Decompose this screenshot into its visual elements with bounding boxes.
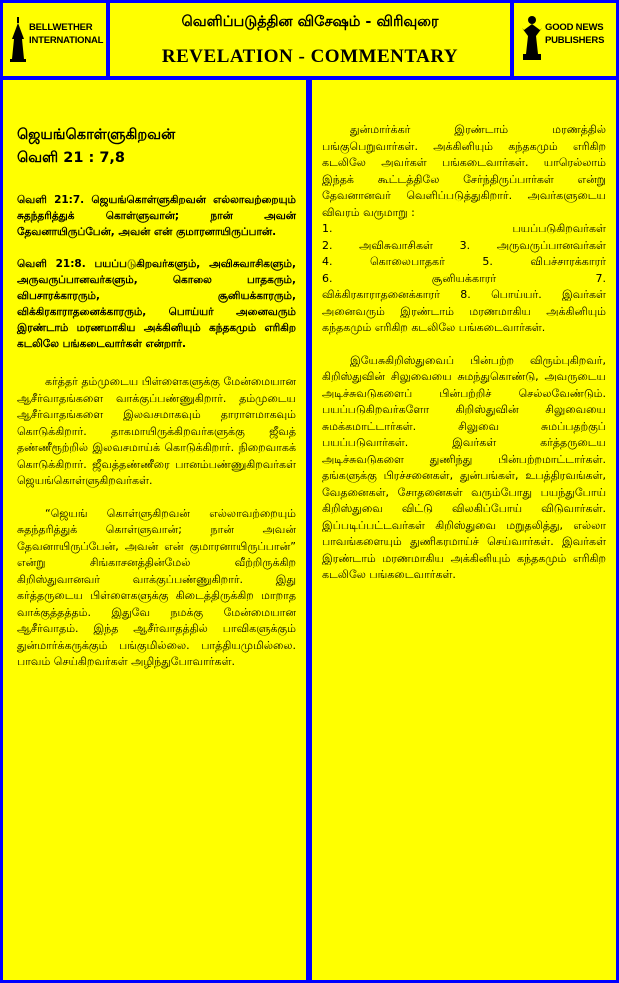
logo-left-line2: INTERNATIONAL (29, 35, 104, 46)
verse-7: வெளி 21:7. ஜெயங்கொள்ளுகிறவன் எல்லாவற்றையும் சுதந்தரித்துக் கொள்ளுவான்; நான் அவன் தேவனாயிருப்பேன், அவன் என் குமாரனாயிருப்பான். (17, 194, 296, 238)
commentary-paragraph-1: கர்த்தர் தம்முடைய பிள்ளைகளுக்கு மேன்மையான ஆசீர்வாதங்களை வாக்குப்பண்ணுகிறார். தம்முடைய ஆசீர்வாதங்களை இலவசமாகவும் தாராளமாகவும் கொடுக்கிறார். தாகமாயிருக்கிறவர்களுக்கு ஜீவத் தண்ணீரூற்றில் இலவசமாய்க் கொடுக்கிறார். நிறைவாகக் கொடுக்கிறார். ஜீவத்தண்ணீரை பானம்பண்ணுகிறவர்கள் ஜெயங்கொள்ளுகிறவர்கள். (17, 375, 296, 487)
logo-right-line2: PUBLISHERS (545, 35, 605, 46)
list-item: 4. கொலைபாதகர் 5. விபச்சாரக்காரர் (322, 255, 606, 268)
title-tamil: வெளிப்படுத்தின விசேஷம் - விரிவுரை (181, 14, 439, 30)
paragraph-3-end: விக்கிரகாராதனைக்காரர் 8. பொய்யர். இவர்கள் அனைவரும் இரண்டாம் மரணமாகிய அக்கினியும் கந்தகமும் எரிகிற கடலிலே பங்கடைவார்கள். (322, 288, 606, 334)
heading-title: ஜெயங்கொள்ளுகிறவன் (17, 127, 176, 143)
logo-right-line1: GOOD NEWS (545, 22, 604, 33)
good-news-angel-icon (520, 14, 544, 64)
bellwether-logo (3, 3, 106, 76)
left-column (3, 80, 306, 980)
title-box (110, 3, 510, 76)
commentary-paragraph-4: இயேசுகிறிஸ்துவைப் பின்பற்ற விரும்புகிறவர், கிறிஸ்துவின் சிலுவையை சுமந்துகொண்டு, அவருடைய அடிச்சுவடுகளைப் பின்பற்றிச் செல்லவேண்டும். பயப்படுகிறவர்களோ கிறிஸ்துவின் சிலுவையை சுமக்கமாட்டார்கள். சிலுவை சுமப்பதற்குப் பயப்படுவார்கள். இவர்கள் கர்த்தருடைய அடிச்சுவடுகளை துணிந்து பின்பற்றமாட்டார்கள். தங்களுக்கு பிரச்சனைகள், துன்பங்கள், உபத்திரவங்கள், வேதனைகள், சோதனைகள் வரும்போது பயந்துபோய் கிறிஸ்துவை விட்டு விலகிப்போய் விடுவார்கள். இப்படிப்பட்டவர்கள் கிறிஸ்துவை மறுதலித்து, எல்லா பாவங்களையும் துணிகரமாய்ச் செய்வார்கள். இவர்கள் இரண்டாம் மரணமாகிய அக்கினியும் கந்தகமும் எரிகிற கடலிலே பங்கடைவார்கள். (322, 353, 606, 581)
verse-8: வெளி 21:8. பயப்படுகிறவர்களும், அவிசுவாசிகளும், அருவருப்பானவர்களும், கொலை பாதகரும், விபசாரக்காரரும், சூனியக்காரரும், விக்கிரகாராதனைக்காரரும், பொய்யர் அனைவரும் இரண்டாம் மரணமாகிய அக்கினியும் கந்தகமும் எரிகிற கடலிலே பங்கடைவார்கள் என்றார். (17, 258, 296, 350)
commentary-paragraph-3 (322, 122, 606, 337)
commentary-paragraph-2: “ஜெயங் கொள்ளுகிறவன் எல்லாவற்றையும் சுதந்தரித்துக் கொள்ளுவான்; நான் அவன் தேவனாயிருப்பேன், அவன் என் குமாரனாயிருப்பான்” என்று சிங்காசனத்தின்மேல் வீற்றிருக்கிற கிறிஸ்துவானவர் வாக்குப்பண்ணுகிறார். இது கர்த்தருடைய பிள்ளைகளுக்கு கிடைத்திருக்கிற மாறாத வாக்குத்தத்தம். இதுவே நமக்கு மேன்மையான ஆசீர்வாதம். இந்த ஆசீர்வாதத்தில் பாவிகளுக்கும் துன்மார்க்கருக்கும் பங்குமில்லை. பாத்தியமுமில்லை. பாவம் செய்கிறவர்கள் அழிந்துபோவார்கள். (17, 506, 296, 668)
list-item: 1. பயப்படுகிறவர்கள் (322, 222, 606, 235)
good-news-logo (514, 3, 616, 76)
right-column (312, 80, 616, 980)
heading-reference: வெளி 21 : 7,8 (17, 150, 125, 166)
title-english: REVELATION - COMMENTARY (161, 46, 459, 67)
bellwether-sheep-icon (8, 15, 28, 63)
logo-left-line1: BELLWETHER (29, 22, 93, 33)
paragraph-3-intro: துன்மார்க்கர் இரண்டாம் மரணத்தில் பங்குபெறுவார்கள். அக்கினியும் கந்தகமும் எரிகிற கடலிலே அவர்கள் பங்கடைவார்கள். யாரெல்லாம் இந்தக் கூட்டத்திலே சேர்ந்திருப்பார்கள் என்று தேவனானவர் வெளிப்படுத்துகிறார். அவர்களுடைய விவரம் வருமாறு : (322, 123, 606, 219)
list-item: 6. சூனியக்காரர் 7. (322, 271, 606, 285)
section-heading (17, 124, 296, 170)
list-item: 2. அவிசுவாசிகள் 3. அருவருப்பானவர்கள் (322, 238, 606, 252)
